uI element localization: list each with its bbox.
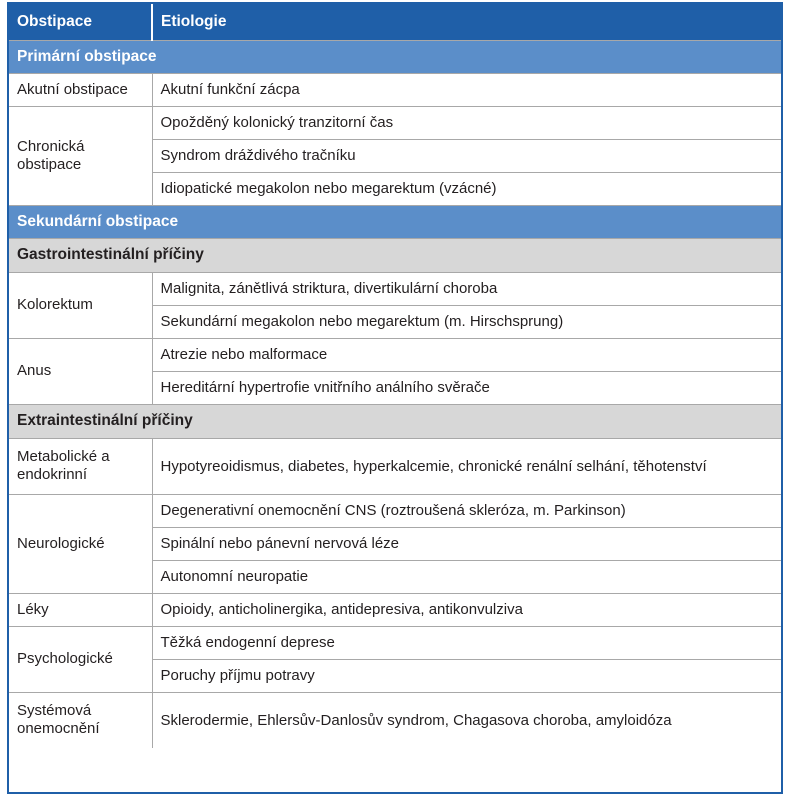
- table-row: [9, 692, 781, 748]
- etiology-cell: Opožděný kolonický tranzitorní čas: [152, 106, 781, 139]
- etiology-cell: Spinální nebo pánevní nervová léze: [152, 527, 781, 560]
- header-obstipace: Obstipace: [9, 4, 152, 40]
- section-row: [9, 40, 781, 73]
- category-cell: Neurologické: [9, 494, 152, 593]
- etiology-cell: Akutní funkční zácpa: [152, 73, 781, 106]
- table-row: [9, 106, 781, 139]
- etiology-cell: Autonomní neuropatie: [152, 560, 781, 593]
- etiology-cell: Idiopatické megakolon nebo megarektum (vzácné): [152, 172, 781, 205]
- table-row: [9, 438, 781, 494]
- table-row: [9, 593, 781, 626]
- section-secondary: Sekundární obstipace: [9, 205, 781, 238]
- category-cell: Metabolické a endokrinní: [9, 438, 152, 494]
- category-cell: Psychologické: [9, 626, 152, 692]
- etiology-cell: Těžká endogenní deprese: [152, 626, 781, 659]
- table-row: [9, 494, 781, 527]
- table-row: [9, 626, 781, 659]
- table-row: [9, 272, 781, 305]
- section-primary: Primární obstipace: [9, 40, 781, 73]
- subsection-row: [9, 404, 781, 438]
- etiology-cell: Atrezie nebo malformace: [152, 338, 781, 371]
- etiology-cell: Syndrom dráždivého tračníku: [152, 139, 781, 172]
- category-cell: Akutní obstipace: [9, 73, 152, 106]
- etiology-cell: Malignita, zánětlivá striktura, divertikulární choroba: [152, 272, 781, 305]
- category-cell: Anus: [9, 338, 152, 404]
- category-cell: Systémová onemocnění: [9, 692, 152, 748]
- subsection-extra: Extraintestinální příčiny: [9, 404, 781, 438]
- header-etiologie: Etiologie: [152, 4, 781, 40]
- section-row: [9, 205, 781, 238]
- constipation-etiology-table: [9, 4, 781, 748]
- subsection-gastro: Gastrointestinální příčiny: [9, 238, 781, 272]
- etiology-cell: Sekundární megakolon nebo megarektum (m. Hirschsprung): [152, 305, 781, 338]
- etiology-cell: Hereditární hypertrofie vnitřního análního svěrače: [152, 371, 781, 404]
- etiology-table-frame: [7, 2, 783, 794]
- category-cell: Kolorektum: [9, 272, 152, 338]
- table-row: [9, 73, 781, 106]
- etiology-cell: Hypotyreoidismus, diabetes, hyperkalcemie, chronické renální selhání, těhotenství: [152, 438, 781, 494]
- table-header-row: [9, 4, 781, 40]
- etiology-cell: Poruchy příjmu potravy: [152, 659, 781, 692]
- etiology-cell: Degenerativní onemocnění CNS (roztroušená skleróza, m. Parkinson): [152, 494, 781, 527]
- category-cell: Chronická obstipace: [9, 106, 152, 205]
- category-cell: Léky: [9, 593, 152, 626]
- etiology-cell: Opioidy, anticholinergika, antidepresiva, antikonvulziva: [152, 593, 781, 626]
- subsection-row: [9, 238, 781, 272]
- table-row: [9, 338, 781, 371]
- etiology-cell: Sklerodermie, Ehlersův-Danlosův syndrom, Chagasova choroba, amyloidóza: [152, 692, 781, 748]
